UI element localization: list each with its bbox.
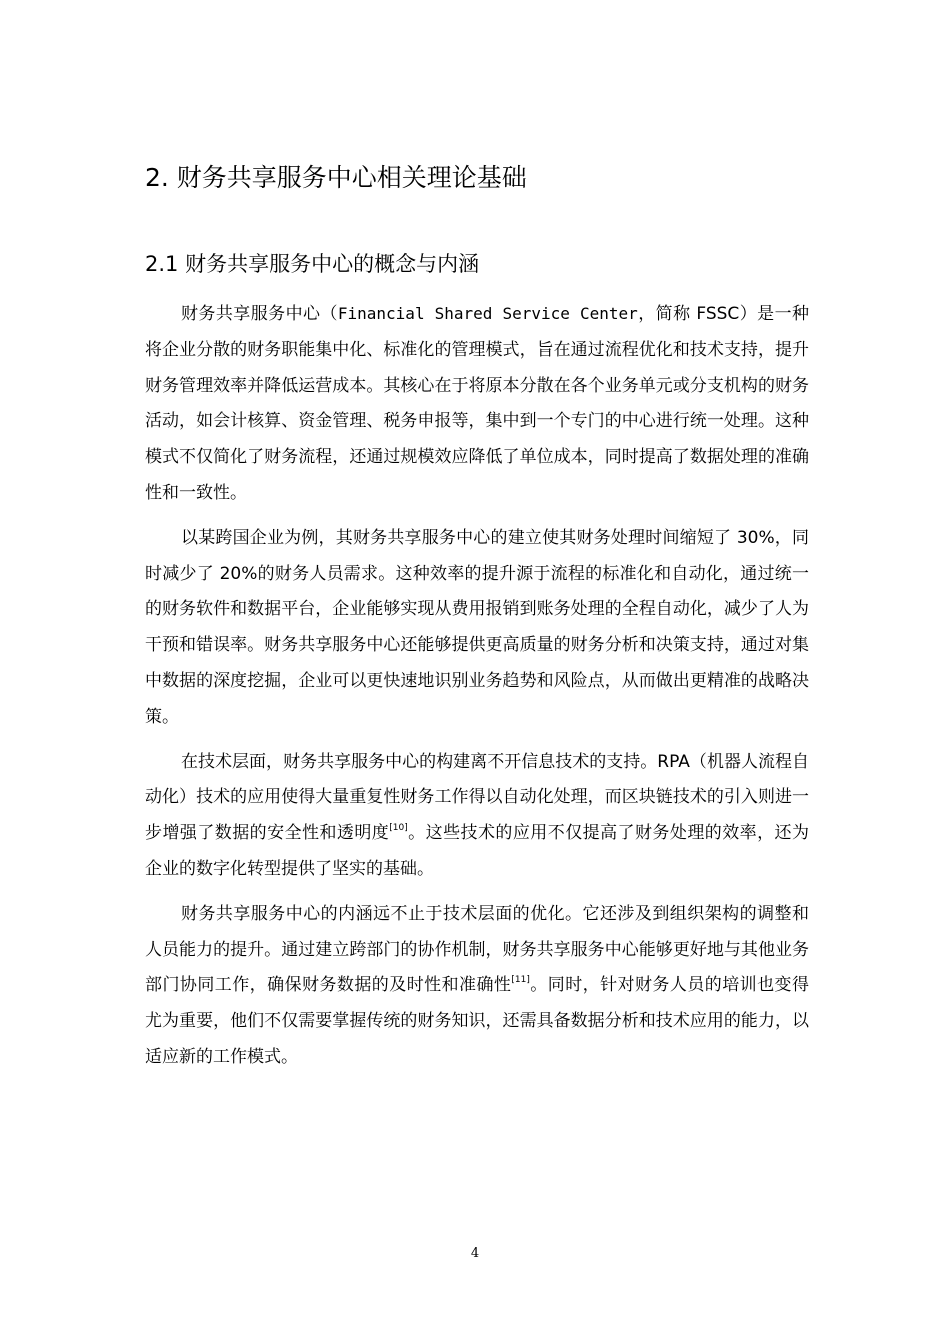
text-run: 财务共享服务中心（ xyxy=(181,304,338,324)
text-run: 财务共享服务中心的内涵远不止于技术层面的优化。它还涉及到组织架构的调整和人员能力的提升。通过建立跨部门的协作机制，财务共享服务中心能够更好地与其他业务部门协同工作，确保财务数据的及时性和准确性 xyxy=(145,903,809,996)
chapter-heading: 2. 财务共享服务中心相关理论基础 xyxy=(145,163,527,192)
text-run: 。这些技术的应用不仅提高了财务处理的效率，还为企业的数字化转型提供了坚实的基础。 xyxy=(145,823,809,879)
paragraph-3 xyxy=(145,745,809,888)
citation-ref: [10] xyxy=(389,823,408,834)
citation-ref: [11] xyxy=(511,975,530,986)
text-run: 。同时，针对财务人员的培训也变得尤为重要，他们不仅需要掌握传统的财务知识，还需具备数据分析和技术应用的能力，以适应新的工作模式。 xyxy=(145,975,810,1067)
page-number: 4 xyxy=(470,1246,480,1261)
paragraph-4 xyxy=(145,897,809,1076)
paragraph-2 xyxy=(145,521,809,736)
paragraph-1 xyxy=(145,296,809,512)
text-run-latin: Financial Shared Service Center xyxy=(337,304,638,323)
section-heading: 2.1 财务共享服务中心的概念与内涵 xyxy=(145,252,480,276)
text-run: ，简称 FSSC）是一种将企业分散的财务职能集中化、标准化的管理模式，旨在通过流程优化和技术支持，提升财务管理效率并降低运营成本。其核心在于将原本分散在各个业务单元或分支机构的财务活动，如会计核算、资金管理、税务申报等，集中到一个专门的中心进行统一处理。这种模式不仅简化了财务流程，还通过规模效应降低了单位成本，同时提高了数据处理的准确性和一致性。 xyxy=(145,304,810,503)
body-text xyxy=(145,296,809,1085)
text-run: 以某跨国企业为例，其财务共享服务中心的建立使其财务处理时间缩短了 30%，同时减少了 20%的财务人员需求。这种效率的提升源于流程的标准化和自动化，通过统一的财务软件和数据平台，企业能够实现从费用报销到账务处理的全程自动化，减少了人为干预和错误率。财务共享服务中心还能够提供更高质量的财务分析和决策支持，通过对集中数据的深度挖掘，企业可以更快速地识别业务趋势和风险点，从而做出更精准的战略决策。 xyxy=(145,527,809,727)
text-run: 在技术层面，财务共享服务中心的构建离不开信息技术的支持。RPA（机器人流程自动化）技术的应用使得大量重复性财务工作得以自动化处理，而区块链技术的引入则进一步增强了数据的安全性和透明度 xyxy=(145,751,809,844)
